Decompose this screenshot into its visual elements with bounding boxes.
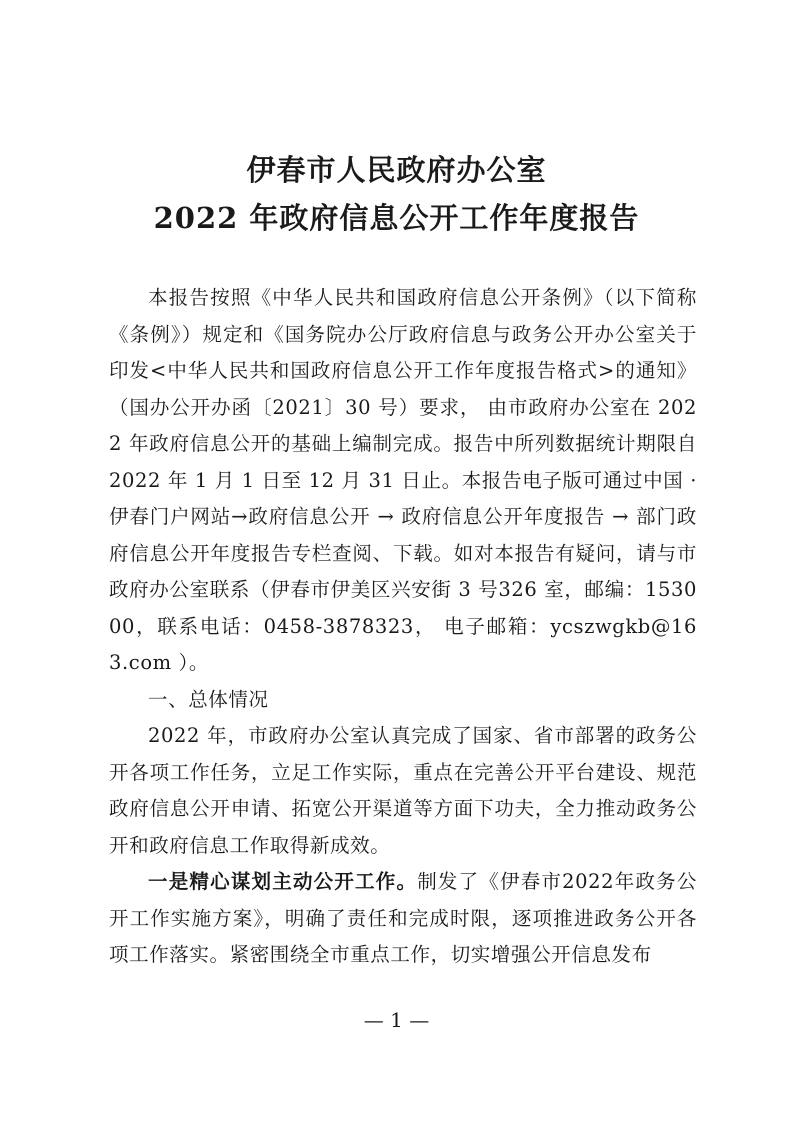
page-number: — 1 — xyxy=(363,1008,430,1032)
document-title-line1: 伊春市人民政府办公室 xyxy=(246,153,547,187)
active-disclosure-text: 制发了《伊春市2022年政务公开工作实施方案》，明确了责任和完成时限，逐项推进政务公开各项工作落实。紧密围绕全市重点工作，切实增强公开信息发布 xyxy=(109,870,697,966)
document-body xyxy=(109,280,697,974)
document-title-line2: 2022 年政府信息公开工作年度报告 xyxy=(153,201,640,235)
active-disclosure-paragraph xyxy=(109,864,697,974)
active-disclosure-lead: 一是精心谋划主动公开工作。 xyxy=(148,870,418,893)
section-heading-overview: 一、总体情况 xyxy=(148,687,269,711)
intro-paragraph: 本报告按照《中华人民共和国政府信息公开条例》（以下简称《条例》）规定和《国务院办公厅政府信息与政务公开办公室关于印发<中华人民共和国政府信息公开工作年度报告格式>的通知》（国办公开办函〔2021〕30 号）要求， 由市政府办公室在 2022 年政府信息公开的基础上编制完成。报告中所列数据统计期限自 2022 年 1 月 1 日至 12 月 31 日止。本报告电子版可通过中国 ·伊春门户网站→政府信息公开 → 政府信息公开年度报告 → 部门政府信息公开年度报告专栏查阅、下载。如对本报告有疑问，请与市政府办公室联系（伊春市伊美区兴安街 3 号326 室，邮编：153000，联系电话：0458-3878323， 电子邮箱：ycszwgkb@163.com ）。 xyxy=(109,286,697,674)
overview-paragraph: 2022 年，市政府办公室认真完成了国家、省市部署的政务公开各项工作任务，立足工作实际，重点在完善公开平台建设、规范政府信息公开申请、拓宽公开渠道等方面下功夫，全力推动政务公开和政府信息工作取得新成效。 xyxy=(109,724,697,857)
